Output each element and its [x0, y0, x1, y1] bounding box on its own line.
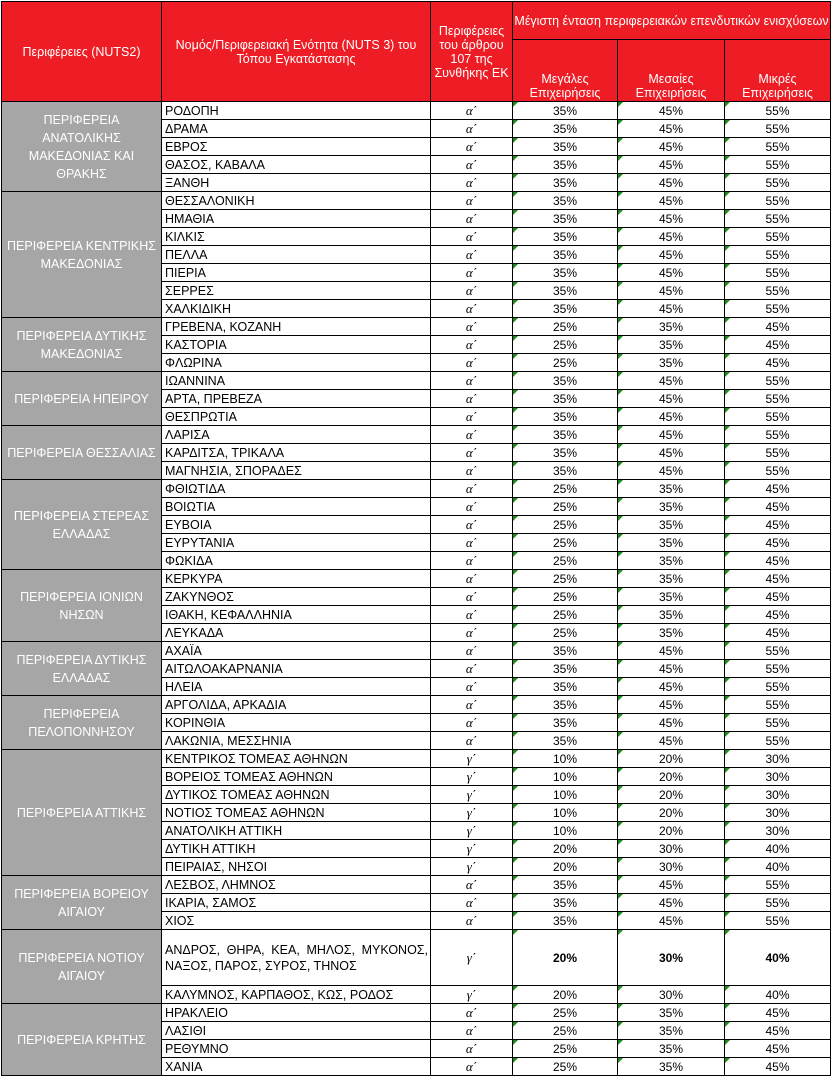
large-intensity-cell: 25%	[513, 336, 618, 354]
large-intensity-cell: 25%	[513, 318, 618, 336]
article-cell: α΄	[431, 120, 513, 138]
region-name: ΠΕΡΙΦΕΡΕΙΑ ΚΕΝΤΡΙΚΗΣ ΜΑΚΕΔΟΝΙΑΣ	[2, 192, 162, 318]
small-intensity-cell: 45%	[725, 318, 831, 336]
large-intensity-cell: 35%	[513, 408, 618, 426]
header-medium: Μεσαίες Επιχειρήσεις	[618, 40, 725, 102]
article-cell: α΄	[431, 588, 513, 606]
large-intensity-cell: 35%	[513, 210, 618, 228]
article-cell: α΄	[431, 174, 513, 192]
article-cell: α΄	[431, 192, 513, 210]
prefecture-cell: ΜΑΓΝΗΣΙΑ, ΣΠΟΡΑΔΕΣ	[162, 462, 431, 480]
medium-intensity-cell: 45%	[618, 426, 725, 444]
medium-intensity-cell: 45%	[618, 876, 725, 894]
small-intensity-cell: 55%	[725, 678, 831, 696]
region-name: ΠΕΡΙΦΕΡΕΙΑ ΔΥΤΙΚΗΣ ΕΛΛΑΔΑΣ	[2, 642, 162, 696]
medium-intensity-cell: 45%	[618, 732, 725, 750]
prefecture-cell: ΙΩΑΝΝΙΝΑ	[162, 372, 431, 390]
large-intensity-cell: 35%	[513, 102, 618, 120]
prefecture-cell: ΚΑΡΔΙΤΣΑ, ΤΡΙΚΑΛΑ	[162, 444, 431, 462]
region-name: ΠΕΡΙΦΕΡΕΙΑ ΘΕΣΣΑΛΙΑΣ	[2, 426, 162, 480]
medium-intensity-cell: 35%	[618, 516, 725, 534]
small-intensity-cell: 45%	[725, 570, 831, 588]
region-name: ΠΕΡΙΦΕΡΕΙΑ ΠΕΛΟΠΟΝΝΗΣΟΥ	[2, 696, 162, 750]
article-cell: α΄	[431, 372, 513, 390]
prefecture-cell: ΠΕΙΡΑΙΑΣ, ΝΗΣΟΙ	[162, 858, 431, 876]
medium-intensity-cell: 45%	[618, 642, 725, 660]
small-intensity-cell: 55%	[725, 372, 831, 390]
prefecture-cell: ΛΕΥΚΑΔΑ	[162, 624, 431, 642]
large-intensity-cell: 35%	[513, 876, 618, 894]
article-cell: α΄	[431, 498, 513, 516]
small-intensity-cell: 30%	[725, 804, 831, 822]
region-name: ΠΕΡΙΦΕΡΕΙΑ ΣΤΕΡΕΑΣ ΕΛΛΑΔΑΣ	[2, 480, 162, 570]
medium-intensity-cell: 45%	[618, 174, 725, 192]
small-intensity-cell: 55%	[725, 300, 831, 318]
medium-intensity-cell: 35%	[618, 318, 725, 336]
article-cell: α΄	[431, 426, 513, 444]
large-intensity-cell: 25%	[513, 534, 618, 552]
medium-intensity-cell: 30%	[618, 858, 725, 876]
article-cell: α΄	[431, 336, 513, 354]
small-intensity-cell: 45%	[725, 1004, 831, 1022]
large-intensity-cell: 35%	[513, 228, 618, 246]
prefecture-cell: ΖΑΚΥΝΘΟΣ	[162, 588, 431, 606]
medium-intensity-cell: 20%	[618, 786, 725, 804]
article-cell: α΄	[431, 1022, 513, 1040]
article-cell: α΄	[431, 228, 513, 246]
article-cell: α΄	[431, 642, 513, 660]
header-small: Μικρές Επιχειρήσεις	[725, 40, 831, 102]
large-intensity-cell: 20%	[513, 840, 618, 858]
small-intensity-cell: 40%	[725, 930, 831, 986]
medium-intensity-cell: 45%	[618, 102, 725, 120]
article-cell: γ΄	[431, 840, 513, 858]
medium-intensity-cell: 45%	[618, 156, 725, 174]
prefecture-cell: ΛΑΚΩΝΙΑ, ΜΕΣΣΗΝΙΑ	[162, 732, 431, 750]
prefecture-cell: ΘΕΣΠΡΩΤΙΑ	[162, 408, 431, 426]
article-cell: α΄	[431, 1004, 513, 1022]
large-intensity-cell: 35%	[513, 642, 618, 660]
article-cell: α΄	[431, 408, 513, 426]
large-intensity-cell: 25%	[513, 354, 618, 372]
medium-intensity-cell: 35%	[618, 1058, 725, 1076]
article-cell: γ΄	[431, 930, 513, 986]
region-name: ΠΕΡΙΦΕΡΕΙΑ ΒΟΡΕΙΟΥ ΑΙΓΑΙΟΥ	[2, 876, 162, 930]
medium-intensity-cell: 45%	[618, 372, 725, 390]
large-intensity-cell: 35%	[513, 660, 618, 678]
article-cell: α΄	[431, 624, 513, 642]
large-intensity-cell: 10%	[513, 804, 618, 822]
small-intensity-cell: 45%	[725, 1022, 831, 1040]
large-intensity-cell: 10%	[513, 822, 618, 840]
medium-intensity-cell: 35%	[618, 534, 725, 552]
large-intensity-cell: 35%	[513, 192, 618, 210]
medium-intensity-cell: 35%	[618, 498, 725, 516]
large-intensity-cell: 25%	[513, 570, 618, 588]
prefecture-cell: ΚΙΛΚΙΣ	[162, 228, 431, 246]
article-cell: α΄	[431, 570, 513, 588]
medium-intensity-cell: 35%	[618, 336, 725, 354]
large-intensity-cell: 35%	[513, 732, 618, 750]
article-cell: α΄	[431, 894, 513, 912]
header-regions: Περιφέρειες (NUTS2)	[2, 2, 162, 102]
medium-intensity-cell: 35%	[618, 552, 725, 570]
large-intensity-cell: 35%	[513, 300, 618, 318]
large-intensity-cell: 35%	[513, 282, 618, 300]
medium-intensity-cell: 45%	[618, 120, 725, 138]
large-intensity-cell: 25%	[513, 1004, 618, 1022]
medium-intensity-cell: 35%	[618, 1022, 725, 1040]
medium-intensity-cell: 20%	[618, 822, 725, 840]
small-intensity-cell: 45%	[725, 588, 831, 606]
medium-intensity-cell: 45%	[618, 660, 725, 678]
table-row	[2, 102, 831, 120]
small-intensity-cell: 40%	[725, 840, 831, 858]
region-name: ΠΕΡΙΦΕΡΕΙΑ ΗΠΕΙΡΟΥ	[2, 372, 162, 426]
medium-intensity-cell: 35%	[618, 480, 725, 498]
large-intensity-cell: 35%	[513, 156, 618, 174]
large-intensity-cell: 25%	[513, 480, 618, 498]
small-intensity-cell: 55%	[725, 732, 831, 750]
large-intensity-cell: 35%	[513, 894, 618, 912]
large-intensity-cell: 35%	[513, 714, 618, 732]
article-cell: α΄	[431, 138, 513, 156]
medium-intensity-cell: 45%	[618, 210, 725, 228]
large-intensity-cell: 25%	[513, 588, 618, 606]
article-cell: α΄	[431, 264, 513, 282]
medium-intensity-cell: 45%	[618, 444, 725, 462]
large-intensity-cell: 35%	[513, 462, 618, 480]
article-cell: α΄	[431, 606, 513, 624]
header-large: Μεγάλες Επιχειρήσεις	[513, 40, 618, 102]
large-intensity-cell: 25%	[513, 498, 618, 516]
prefecture-cell: ΓΡΕΒΕΝΑ, ΚΟΖΑΝΗ	[162, 318, 431, 336]
medium-intensity-cell: 45%	[618, 264, 725, 282]
prefecture-cell: ΣΕΡΡΕΣ	[162, 282, 431, 300]
article-cell: α΄	[431, 1058, 513, 1076]
small-intensity-cell: 55%	[725, 192, 831, 210]
small-intensity-cell: 55%	[725, 660, 831, 678]
medium-intensity-cell: 30%	[618, 986, 725, 1004]
medium-intensity-cell: 45%	[618, 462, 725, 480]
small-intensity-cell: 45%	[725, 336, 831, 354]
prefecture-cell: ΑΡΤΑ, ΠΡΕΒΕΖΑ	[162, 390, 431, 408]
article-cell: α΄	[431, 552, 513, 570]
prefecture-cell: ΕΥΡΥΤΑΝΙΑ	[162, 534, 431, 552]
prefecture-cell: ΚΑΛΥΜΝΟΣ, ΚΑΡΠΑΘΟΣ, ΚΩΣ, ΡΟΔΟΣ	[162, 986, 431, 1004]
header-article: Περιφέρειες του άρθρου 107 της Συνθήκης ΕΚ	[431, 2, 513, 102]
large-intensity-cell: 35%	[513, 372, 618, 390]
prefecture-cell: ΝΟΤΙΟΣ ΤΟΜΕΑΣ ΑΘΗΝΩΝ	[162, 804, 431, 822]
header-prefecture: Νομός/Περιφερειακή Ενότητα (NUTS 3) του Τόπου Εγκατάστασης	[162, 2, 431, 102]
medium-intensity-cell: 35%	[618, 570, 725, 588]
medium-intensity-cell: 30%	[618, 840, 725, 858]
large-intensity-cell: 20%	[513, 858, 618, 876]
prefecture-cell: ΚΕΡΚΥΡΑ	[162, 570, 431, 588]
small-intensity-cell: 45%	[725, 1058, 831, 1076]
table-row	[2, 570, 831, 588]
small-intensity-cell: 55%	[725, 390, 831, 408]
prefecture-cell: ΑΝΔΡΟΣ, ΘΗΡΑ, ΚΕΑ, ΜΗΛΟΣ, ΜΥΚΟΝΟΣ, ΝΑΞΟΣ, ΠΑΡΟΣ, ΣΥΡΟΣ, ΤΗΝΟΣ	[162, 930, 431, 986]
large-intensity-cell: 25%	[513, 516, 618, 534]
medium-intensity-cell: 45%	[618, 408, 725, 426]
small-intensity-cell: 55%	[725, 282, 831, 300]
prefecture-cell: ΑΡΓΟΛΙΔΑ, ΑΡΚΑΔΙΑ	[162, 696, 431, 714]
article-cell: γ΄	[431, 804, 513, 822]
small-intensity-cell: 45%	[725, 1040, 831, 1058]
region-name: ΠΕΡΙΦΕΡΕΙΑ ΚΡΗΤΗΣ	[2, 1004, 162, 1076]
small-intensity-cell: 55%	[725, 174, 831, 192]
small-intensity-cell: 45%	[725, 498, 831, 516]
prefecture-cell: ΦΩΚΙΔΑ	[162, 552, 431, 570]
medium-intensity-cell: 45%	[618, 390, 725, 408]
table-row	[2, 426, 831, 444]
small-intensity-cell: 55%	[725, 462, 831, 480]
small-intensity-cell: 45%	[725, 552, 831, 570]
prefecture-cell: ΠΕΛΛΑ	[162, 246, 431, 264]
small-intensity-cell: 55%	[725, 696, 831, 714]
small-intensity-cell: 55%	[725, 912, 831, 930]
large-intensity-cell: 35%	[513, 678, 618, 696]
article-cell: α΄	[431, 300, 513, 318]
table-row	[2, 876, 831, 894]
article-cell: γ΄	[431, 786, 513, 804]
article-cell: α΄	[431, 516, 513, 534]
small-intensity-cell: 45%	[725, 534, 831, 552]
table-row	[2, 1004, 831, 1022]
large-intensity-cell: 35%	[513, 444, 618, 462]
article-cell: α΄	[431, 714, 513, 732]
prefecture-cell: ΚΕΝΤΡΙΚΟΣ ΤΟΜΕΑΣ ΑΘΗΝΩΝ	[162, 750, 431, 768]
large-intensity-cell: 25%	[513, 1022, 618, 1040]
medium-intensity-cell: 20%	[618, 768, 725, 786]
article-cell: α΄	[431, 678, 513, 696]
medium-intensity-cell: 45%	[618, 714, 725, 732]
small-intensity-cell: 55%	[725, 210, 831, 228]
article-cell: α΄	[431, 282, 513, 300]
small-intensity-cell: 55%	[725, 102, 831, 120]
article-cell: α΄	[431, 102, 513, 120]
article-cell: α΄	[431, 660, 513, 678]
table-row	[2, 480, 831, 498]
small-intensity-cell: 30%	[725, 786, 831, 804]
small-intensity-cell: 55%	[725, 228, 831, 246]
medium-intensity-cell: 35%	[618, 1040, 725, 1058]
small-intensity-cell: 45%	[725, 516, 831, 534]
article-cell: γ΄	[431, 750, 513, 768]
region-name: ΠΕΡΙΦΕΡΕΙΑ ΔΥΤΙΚΗΣ ΜΑΚΕΔΟΝΙΑΣ	[2, 318, 162, 372]
article-cell: γ΄	[431, 822, 513, 840]
medium-intensity-cell: 45%	[618, 894, 725, 912]
medium-intensity-cell: 45%	[618, 138, 725, 156]
large-intensity-cell: 25%	[513, 624, 618, 642]
region-name: ΠΕΡΙΦΕΡΕΙΑ ΝΟΤΙΟΥ ΑΙΓΑΙΟΥ	[2, 930, 162, 1004]
region-name: ΠΕΡΙΦΕΡΕΙΑ ΑΝΑΤΟΛΙΚΗΣ ΜΑΚΕΔΟΝΙΑΣ ΚΑΙ ΘΡΑΚΗΣ	[2, 102, 162, 192]
medium-intensity-cell: 45%	[618, 192, 725, 210]
prefecture-cell: ΘΕΣΣΑΛΟΝΙΚΗ	[162, 192, 431, 210]
small-intensity-cell: 55%	[725, 876, 831, 894]
large-intensity-cell: 35%	[513, 390, 618, 408]
prefecture-cell: ΠΙΕΡΙΑ	[162, 264, 431, 282]
prefecture-cell: ΦΛΩΡΙΝΑ	[162, 354, 431, 372]
small-intensity-cell: 55%	[725, 714, 831, 732]
table-row	[2, 930, 831, 986]
small-intensity-cell: 55%	[725, 156, 831, 174]
small-intensity-cell: 55%	[725, 426, 831, 444]
medium-intensity-cell: 35%	[618, 624, 725, 642]
small-intensity-cell: 55%	[725, 138, 831, 156]
article-cell: γ΄	[431, 858, 513, 876]
header-intensity: Μέγιστη ένταση περιφερειακών επενδυτικών ενισχύσεων	[513, 2, 831, 40]
large-intensity-cell: 20%	[513, 986, 618, 1004]
prefecture-cell: ΧΑΛΚΙΔΙΚΗ	[162, 300, 431, 318]
prefecture-cell: ΡΕΘΥΜΝΟ	[162, 1040, 431, 1058]
region-name: ΠΕΡΙΦΕΡΕΙΑ ΑΤΤΙΚΗΣ	[2, 750, 162, 876]
prefecture-cell: ΗΡΑΚΛΕΙΟ	[162, 1004, 431, 1022]
article-cell: α΄	[431, 912, 513, 930]
intensity-table	[1, 1, 831, 1076]
small-intensity-cell: 45%	[725, 606, 831, 624]
prefecture-cell: ΑΝΑΤΟΛΙΚΗ ΑΤΤΙΚΗ	[162, 822, 431, 840]
medium-intensity-cell: 20%	[618, 750, 725, 768]
large-intensity-cell: 35%	[513, 912, 618, 930]
large-intensity-cell: 25%	[513, 1058, 618, 1076]
large-intensity-cell: 20%	[513, 930, 618, 986]
medium-intensity-cell: 45%	[618, 912, 725, 930]
large-intensity-cell: 35%	[513, 264, 618, 282]
small-intensity-cell: 55%	[725, 894, 831, 912]
article-cell: α΄	[431, 480, 513, 498]
article-cell: α΄	[431, 696, 513, 714]
article-cell: γ΄	[431, 986, 513, 1004]
small-intensity-cell: 30%	[725, 750, 831, 768]
article-cell: α΄	[431, 318, 513, 336]
article-cell: α΄	[431, 390, 513, 408]
prefecture-cell: ΛΑΣΙΘΙ	[162, 1022, 431, 1040]
small-intensity-cell: 55%	[725, 264, 831, 282]
prefecture-cell: ΛΑΡΙΣΑ	[162, 426, 431, 444]
prefecture-cell: ΡΟΔΟΠΗ	[162, 102, 431, 120]
table-row	[2, 318, 831, 336]
medium-intensity-cell: 35%	[618, 1004, 725, 1022]
prefecture-cell: ΑΧΑΪΑ	[162, 642, 431, 660]
prefecture-cell: ΒΟΡΕΙΟΣ ΤΟΜΕΑΣ ΑΘΗΝΩΝ	[162, 768, 431, 786]
small-intensity-cell: 45%	[725, 480, 831, 498]
prefecture-cell: ΦΘΙΩΤΙΔΑ	[162, 480, 431, 498]
table-row	[2, 696, 831, 714]
small-intensity-cell: 45%	[725, 354, 831, 372]
medium-intensity-cell: 35%	[618, 588, 725, 606]
large-intensity-cell: 10%	[513, 768, 618, 786]
article-cell: α΄	[431, 1040, 513, 1058]
large-intensity-cell: 10%	[513, 786, 618, 804]
prefecture-cell: ΙΚΑΡΙΑ, ΣΑΜΟΣ	[162, 894, 431, 912]
large-intensity-cell: 35%	[513, 120, 618, 138]
article-cell: α΄	[431, 354, 513, 372]
large-intensity-cell: 35%	[513, 246, 618, 264]
prefecture-cell: ΧΙΟΣ	[162, 912, 431, 930]
small-intensity-cell: 55%	[725, 444, 831, 462]
large-intensity-cell: 35%	[513, 426, 618, 444]
prefecture-cell: ΚΟΡΙΝΘΙΑ	[162, 714, 431, 732]
prefecture-cell: ΔΡΑΜΑ	[162, 120, 431, 138]
table-row	[2, 642, 831, 660]
medium-intensity-cell: 35%	[618, 354, 725, 372]
medium-intensity-cell: 45%	[618, 678, 725, 696]
large-intensity-cell: 35%	[513, 138, 618, 156]
article-cell: γ΄	[431, 768, 513, 786]
medium-intensity-cell: 45%	[618, 696, 725, 714]
large-intensity-cell: 25%	[513, 606, 618, 624]
medium-intensity-cell: 45%	[618, 282, 725, 300]
medium-intensity-cell: 35%	[618, 606, 725, 624]
prefecture-cell: ΕΒΡΟΣ	[162, 138, 431, 156]
prefecture-cell: ΗΜΑΘΙΑ	[162, 210, 431, 228]
prefecture-cell: ΗΛΕΙΑ	[162, 678, 431, 696]
prefecture-cell: ΙΘΑΚΗ, ΚΕΦΑΛΛΗΝΙΑ	[162, 606, 431, 624]
article-cell: α΄	[431, 246, 513, 264]
small-intensity-cell: 30%	[725, 822, 831, 840]
prefecture-cell: ΚΑΣΤΟΡΙΑ	[162, 336, 431, 354]
table-body	[2, 102, 831, 1076]
prefecture-cell: ΛΕΣΒΟΣ, ΛΗΜΝΟΣ	[162, 876, 431, 894]
article-cell: α΄	[431, 462, 513, 480]
large-intensity-cell: 25%	[513, 552, 618, 570]
article-cell: α΄	[431, 444, 513, 462]
prefecture-cell: ΔΥΤΙΚΗ ΑΤΤΙΚΗ	[162, 840, 431, 858]
article-cell: α΄	[431, 156, 513, 174]
prefecture-cell: ΞΑΝΘΗ	[162, 174, 431, 192]
medium-intensity-cell: 45%	[618, 246, 725, 264]
prefecture-cell: ΒΟΙΩΤΙΑ	[162, 498, 431, 516]
small-intensity-cell: 45%	[725, 624, 831, 642]
small-intensity-cell: 40%	[725, 986, 831, 1004]
medium-intensity-cell: 30%	[618, 930, 725, 986]
small-intensity-cell: 40%	[725, 858, 831, 876]
large-intensity-cell: 25%	[513, 1040, 618, 1058]
medium-intensity-cell: 20%	[618, 804, 725, 822]
small-intensity-cell: 55%	[725, 120, 831, 138]
small-intensity-cell: 55%	[725, 246, 831, 264]
small-intensity-cell: 30%	[725, 768, 831, 786]
article-cell: α΄	[431, 210, 513, 228]
large-intensity-cell: 10%	[513, 750, 618, 768]
prefecture-cell: ΔΥΤΙΚΟΣ ΤΟΜΕΑΣ ΑΘΗΝΩΝ	[162, 786, 431, 804]
article-cell: α΄	[431, 732, 513, 750]
prefecture-cell: ΧΑΝΙΑ	[162, 1058, 431, 1076]
large-intensity-cell: 35%	[513, 696, 618, 714]
medium-intensity-cell: 45%	[618, 228, 725, 246]
prefecture-cell: ΕΥΒΟΙΑ	[162, 516, 431, 534]
table-row	[2, 192, 831, 210]
table-row	[2, 372, 831, 390]
table-row	[2, 750, 831, 768]
prefecture-cell: ΑΙΤΩΛΟΑΚΑΡΝΑΝΙΑ	[162, 660, 431, 678]
article-cell: α΄	[431, 534, 513, 552]
small-intensity-cell: 55%	[725, 642, 831, 660]
article-cell: α΄	[431, 876, 513, 894]
large-intensity-cell: 35%	[513, 174, 618, 192]
medium-intensity-cell: 45%	[618, 300, 725, 318]
small-intensity-cell: 55%	[725, 408, 831, 426]
prefecture-cell: ΘΑΣΟΣ, ΚΑΒΑΛΑ	[162, 156, 431, 174]
region-name: ΠΕΡΙΦΕΡΕΙΑ ΙΟΝΙΩΝ ΝΗΣΩΝ	[2, 570, 162, 642]
